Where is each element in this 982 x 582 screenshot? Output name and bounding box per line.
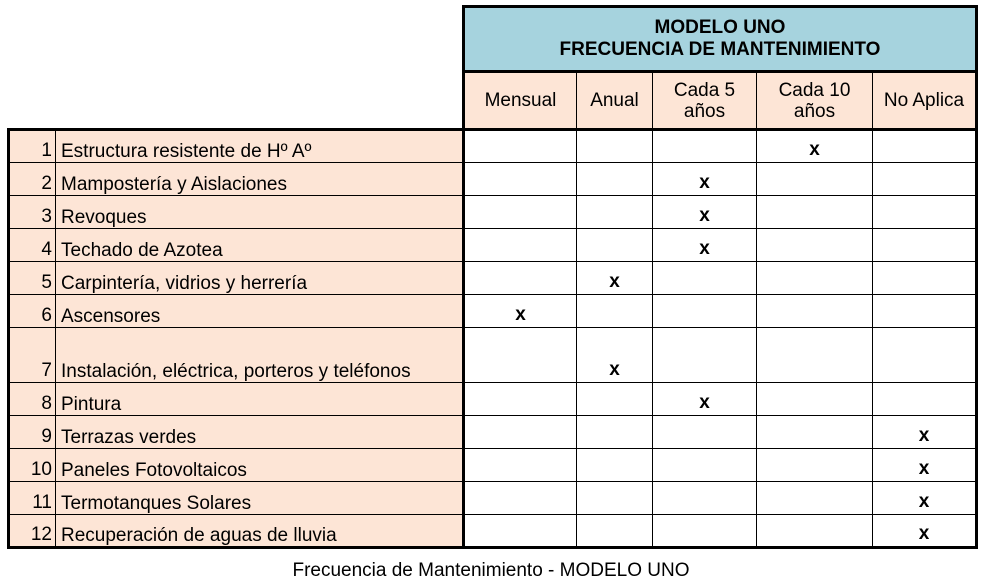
table-row: [9, 383, 977, 416]
frequency-cell: [464, 328, 577, 383]
frequency-mark: x: [873, 449, 977, 482]
frequency-cell: [577, 295, 653, 328]
frequency-cell: [873, 262, 977, 295]
row-number: 5: [9, 262, 56, 295]
table-row: [9, 416, 977, 449]
row-number: 3: [9, 196, 56, 229]
frequency-cell: [653, 295, 757, 328]
frequency-cell: [464, 482, 577, 515]
frequency-cell: [757, 229, 873, 262]
frequency-cell: [577, 163, 653, 196]
row-number: 4: [9, 229, 56, 262]
frequency-cell: [464, 163, 577, 196]
frequency-mark: x: [873, 482, 977, 515]
frequency-cell: [757, 262, 873, 295]
frequency-mark: x: [757, 130, 873, 163]
table-row: [9, 482, 977, 515]
frequency-mark: x: [577, 328, 653, 383]
row-label: Paneles Fotovoltaicos: [56, 449, 464, 482]
frequency-cell: [577, 229, 653, 262]
title-line-1: MODELO UNO: [654, 17, 786, 38]
table-row: [9, 328, 977, 383]
row-number: 7: [9, 328, 56, 383]
frequency-cell: [757, 449, 873, 482]
frequency-cell: [757, 196, 873, 229]
frequency-cell: [577, 515, 653, 548]
table-row: [9, 449, 977, 482]
row-label: Instalación, eléctrica, porteros y teléfonos: [56, 328, 464, 383]
col-header-anual: Anual: [577, 72, 653, 130]
frequency-cell: [873, 196, 977, 229]
frequency-cell: [873, 295, 977, 328]
frequency-cell: [577, 196, 653, 229]
frequency-cell: [464, 196, 577, 229]
frequency-cell: [577, 383, 653, 416]
row-label: Carpintería, vidrios y herrería: [56, 262, 464, 295]
frequency-cell: [873, 130, 977, 163]
table-row: [9, 262, 977, 295]
frequency-mark: x: [653, 383, 757, 416]
frequency-cell: [464, 229, 577, 262]
frequency-cell: [464, 449, 577, 482]
row-label: Techado de Azotea: [56, 229, 464, 262]
row-label: Pintura: [56, 383, 464, 416]
frequency-cell: [653, 328, 757, 383]
frequency-cell: [464, 416, 577, 449]
frequency-cell: [757, 295, 873, 328]
frequency-mark: x: [464, 295, 577, 328]
maintenance-frequency-table: [7, 5, 978, 549]
frequency-cell: [653, 416, 757, 449]
table-title: [464, 7, 977, 72]
frequency-cell: [464, 262, 577, 295]
frequency-cell: [653, 262, 757, 295]
row-number: 8: [9, 383, 56, 416]
frequency-cell: [873, 383, 977, 416]
frequency-cell: [464, 130, 577, 163]
frequency-mark: x: [653, 229, 757, 262]
row-number: 1: [9, 130, 56, 163]
title-line-2: FRECUENCIA DE MANTENIMIENTO: [559, 39, 881, 60]
frequency-cell: [873, 163, 977, 196]
frequency-cell: [757, 163, 873, 196]
row-number: 12: [9, 515, 56, 548]
frequency-mark: x: [653, 163, 757, 196]
header-columns-row: [9, 72, 977, 130]
row-number: 10: [9, 449, 56, 482]
row-number: 9: [9, 416, 56, 449]
frequency-cell: [873, 328, 977, 383]
col-header-no-aplica: No Aplica: [873, 72, 977, 130]
row-label: Terrazas verdes: [56, 416, 464, 449]
frequency-cell: [577, 416, 653, 449]
frequency-cell: [653, 130, 757, 163]
col-header-cada-10: Cada 10 años: [757, 72, 873, 130]
frequency-cell: [577, 482, 653, 515]
table-row: [9, 130, 977, 163]
frequency-cell: [757, 482, 873, 515]
frequency-cell: [464, 383, 577, 416]
frequency-cell: [873, 229, 977, 262]
row-number: 2: [9, 163, 56, 196]
frequency-mark: x: [873, 515, 977, 548]
frequency-cell: [464, 515, 577, 548]
frequency-cell: [653, 449, 757, 482]
table-caption: Frecuencia de Mantenimiento - MODELO UNO: [292, 560, 690, 581]
row-label: Ascensores: [56, 295, 464, 328]
col-header-mensual: Mensual: [464, 72, 577, 130]
row-label: Termotanques Solares: [56, 482, 464, 515]
frequency-cell: [577, 130, 653, 163]
table-row: [9, 163, 977, 196]
frequency-mark: x: [577, 262, 653, 295]
row-label: Mampostería y Aislaciones: [56, 163, 464, 196]
header-title-row: [9, 7, 977, 72]
frequency-cell: [653, 482, 757, 515]
table-row: [9, 295, 977, 328]
row-label: Revoques: [56, 196, 464, 229]
frequency-cell: [577, 449, 653, 482]
frequency-mark: x: [873, 416, 977, 449]
frequency-cell: [757, 383, 873, 416]
row-label: Recuperación de aguas de lluvia: [56, 515, 464, 548]
frequency-cell: [757, 416, 873, 449]
table-row: [9, 229, 977, 262]
row-number: 11: [9, 482, 56, 515]
row-number: 6: [9, 295, 56, 328]
frequency-cell: [653, 515, 757, 548]
frequency-mark: x: [653, 196, 757, 229]
frequency-cell: [757, 328, 873, 383]
row-label: Estructura resistente de Hº Aº: [56, 130, 464, 163]
table-row: [9, 515, 977, 548]
table-row: [9, 196, 977, 229]
col-header-cada-5: Cada 5 años: [653, 72, 757, 130]
frequency-cell: [757, 515, 873, 548]
